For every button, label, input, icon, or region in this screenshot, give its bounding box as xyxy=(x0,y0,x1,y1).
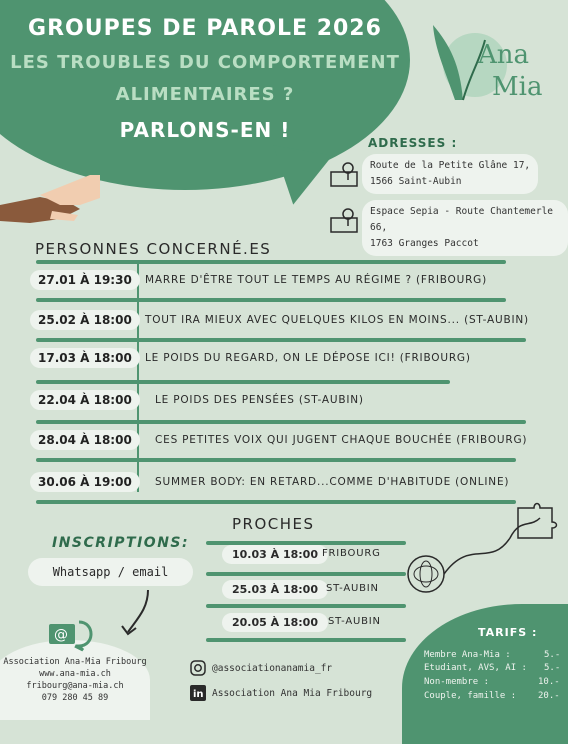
proches-date: 20.05 À 18:00 xyxy=(222,613,328,632)
arrow-down-icon xyxy=(118,588,158,638)
divider xyxy=(36,298,506,302)
session-date: 17.03 À 18:00 xyxy=(30,348,140,368)
session-topic: SUMMER BODY: EN RETARD...COMME D'HABITUDE (ONLINE) xyxy=(155,476,510,488)
tarif-label: Couple, famille : xyxy=(424,691,517,701)
session-date: 28.04 À 18:00 xyxy=(30,430,140,450)
proches-location: ST-AUBIN xyxy=(326,583,379,594)
persons-section-title: PERSONNES CONCERNÉ.ES xyxy=(35,240,272,258)
phone-number: 079 280 45 89 xyxy=(41,693,109,703)
divider xyxy=(36,380,450,384)
session-topic: TOUT IRA MIEUX AVEC QUELQUES KILOS EN MOINS... (ST-AUBIN) xyxy=(145,314,529,326)
session-topic: MARRE D'ÊTRE TOUT LE TEMPS AU RÉGIME ? (FRIBOURG) xyxy=(145,274,488,286)
instagram-icon xyxy=(190,660,206,676)
tarif-label: Membre Ana-Mia : xyxy=(424,650,511,660)
session-date: 27.01 À 19:30 xyxy=(30,270,140,290)
tarif-price: 5.- xyxy=(544,650,561,660)
divider xyxy=(36,420,526,424)
contact-icon xyxy=(45,618,95,652)
org-name: Association Ana-Mia Fribourg xyxy=(3,657,147,667)
tarif-price: 5.- xyxy=(544,663,561,673)
address-line: Route de la Petite Glâne 17, xyxy=(370,160,531,171)
divider xyxy=(36,338,526,342)
divider xyxy=(206,638,406,642)
svg-text:in: in xyxy=(193,689,204,700)
tarif-price: 20.- xyxy=(538,691,560,701)
session-date: 25.02 À 18:00 xyxy=(30,310,140,330)
linkedin-page[interactable]: Association Ana Mia Fribourg xyxy=(212,688,373,699)
tarif-label: Etudiant, AVS, AI : xyxy=(424,663,527,673)
linkedin-icon xyxy=(190,685,206,701)
divider xyxy=(206,572,406,576)
tagline: PARLONS-EN ! xyxy=(119,118,291,142)
session-date: 22.04 À 18:00 xyxy=(30,390,140,410)
logo-text-ana: Ana xyxy=(478,40,530,70)
proches-location: FRIBOURG xyxy=(322,548,381,559)
subtitle-line2: ALIMENTAIRES ? xyxy=(115,84,295,105)
address-card-saint-aubin xyxy=(362,154,538,194)
proches-date: 10.03 À 18:00 xyxy=(222,545,328,564)
website-link[interactable]: www.ana-mia.ch xyxy=(39,669,111,679)
proches-location: ST-AUBIN xyxy=(328,616,381,627)
proches-section-title: PROCHES xyxy=(232,515,315,533)
contact-block xyxy=(0,656,150,704)
tarif-label: Non-membre : xyxy=(424,677,490,687)
divider xyxy=(206,604,406,608)
inscription-method: Whatsapp / email xyxy=(28,558,193,586)
map-pin-icon xyxy=(330,160,358,188)
speech-bubble-tail xyxy=(264,145,333,210)
instagram-handle[interactable]: @associationanamia_fr xyxy=(212,663,333,674)
page-title: GROUPES DE PAROLE 2026 xyxy=(28,16,382,41)
session-topic: LE POIDS DES PENSÉES (ST-AUBIN) xyxy=(155,394,364,406)
tarifs-title: TARIFS : xyxy=(478,626,538,639)
addresses-title: ADRESSES : xyxy=(368,136,458,150)
svg-text:@: @ xyxy=(54,627,68,643)
address-line: 1763 Granges Paccot xyxy=(370,238,479,249)
address-line: 1566 Saint-Aubin xyxy=(370,176,462,187)
address-line: Espace Sepia - Route Chantemerle 66, xyxy=(370,206,554,233)
tarif-price: 10.- xyxy=(538,677,560,687)
handshake-icon xyxy=(0,175,100,235)
address-card-granges-paccot xyxy=(362,200,568,256)
session-topic: CES PETITES VOIX QUI JUGENT CHAQUE BOUCHÉE (FRIBOURG) xyxy=(155,434,528,446)
email-link[interactable]: fribourg@ana-mia.ch xyxy=(26,681,124,691)
subtitle-line1: LES TROUBLES DU COMPORTEMENT xyxy=(10,52,400,73)
divider xyxy=(36,260,506,264)
inscriptions-title: INSCRIPTIONS: xyxy=(52,535,190,551)
logo-text-mia: Mia xyxy=(492,72,543,102)
session-date: 30.06 À 19:00 xyxy=(30,472,140,492)
session-topic: LE POIDS DU REGARD, ON LE DÉPOSE ICI! (FRIBOURG) xyxy=(145,352,471,364)
yarn-puzzle-icon xyxy=(400,498,568,598)
tarifs-panel xyxy=(402,604,568,744)
map-pin-icon xyxy=(330,206,358,234)
divider xyxy=(36,458,516,462)
proches-date: 25.03 À 18:00 xyxy=(222,580,328,599)
